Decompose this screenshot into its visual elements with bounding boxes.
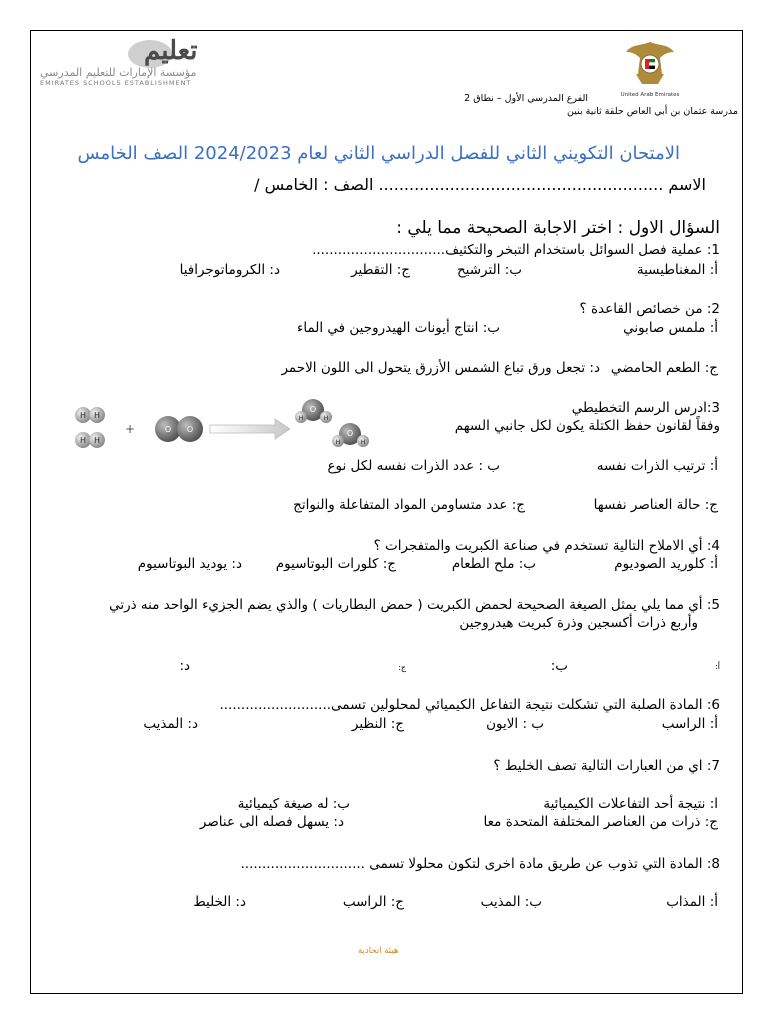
oxygen-molecule-icon: [155, 416, 203, 442]
water-molecule-icon: [295, 399, 332, 423]
atom-h-label: H: [323, 415, 329, 422]
brand-arabic-name: مؤسسة الإمارات للتعليم المدرسي: [40, 66, 197, 79]
q5-text: 5: أي مما يلي يمثل الصيغة الصحيحة لحمض الكبريت ( حمض البطاريات ) والذي يضم الجزيء الواحد منه ذرتي: [109, 597, 720, 613]
reaction-diagram: [70, 395, 370, 455]
q5-option-d[interactable]: د:: [179, 658, 190, 674]
q4-option-d[interactable]: د: يوديد البوتاسيوم: [137, 556, 242, 572]
q4-text: 4: أي الاملاح التالية تستخدم في صناعة الكبريت والمتفجرات ؟: [373, 538, 720, 554]
q8-option-d[interactable]: د: الخليط: [193, 894, 246, 910]
q3-text-2: وفقاً لقانون حفظ الكتلة يكون لكل جانبي السهم: [454, 418, 720, 434]
atom-h-label: H: [93, 411, 101, 420]
q1-option-a[interactable]: أ: المغناطيسية: [636, 262, 718, 278]
q3-option-a[interactable]: أ: ترتيب الذرات نفسه: [596, 458, 718, 474]
brand-english-name: EMIRATES SCHOOLS ESTABLISHMENT: [40, 79, 192, 87]
q4-option-b[interactable]: ب: ملح الطعام: [451, 556, 536, 572]
q3-option-c[interactable]: ج: حالة العناصر نفسها: [593, 497, 718, 513]
atom-o-label: O: [309, 405, 317, 414]
uae-emblem-caption: United Arab Emirates: [620, 92, 680, 98]
water-molecule-icon: [332, 423, 369, 447]
q6-text: 6: المادة الصلبة التي تشكلت نتيجة التفاعل الكيميائي لمحلولين تسمى..........................: [219, 697, 720, 713]
ese-logo: [36, 34, 256, 86]
q7-option-c[interactable]: ج: ذرات من العناصر المختلفة المتحدة معا: [483, 814, 718, 830]
q2-option-a[interactable]: أ: ملمس صابوني: [623, 320, 718, 336]
q7-option-d[interactable]: د: يسهل فصله الى عناصر: [199, 814, 344, 830]
q6-option-d[interactable]: د: المذيب: [143, 716, 198, 732]
school-branch: الفرع المدرسي الأول – نطاق 2: [464, 93, 588, 104]
school-name: مدرسة عثمان بن أبي العاص حلقة ثانية بنين: [567, 106, 738, 117]
atom-o-label: O: [346, 429, 354, 438]
atom-h-label: H: [93, 436, 101, 445]
q2-text: 2: من خصائص القاعدة ؟: [579, 301, 720, 317]
q6-option-b[interactable]: ب : الايون: [486, 716, 544, 732]
uae-emblem-icon: [618, 38, 682, 92]
q7-text: 7: اي من العبارات التالية تصف الخليط ؟: [493, 758, 720, 774]
q7-option-a[interactable]: ا: نتيجة أحد التفاعلات الكيميائية: [543, 796, 718, 812]
q1-option-c[interactable]: ج: التقطير: [351, 262, 410, 278]
atom-h-label: H: [360, 439, 366, 446]
q5-option-c[interactable]: ج:: [398, 663, 406, 672]
q4-option-c[interactable]: ج: كلورات البوتاسيوم: [275, 556, 396, 572]
q8-text: 8: المادة التي تذوب عن طريق مادة اخرى لتكون محلولا تسمى .............................: [240, 856, 720, 872]
atom-h-label: H: [79, 436, 87, 445]
atom-h-label: H: [79, 411, 87, 420]
q1-option-d[interactable]: د: الكروماتوجرافيا: [179, 262, 280, 278]
q8-option-c[interactable]: ج: الراسب: [342, 894, 404, 910]
q6-option-a[interactable]: أ: الراسب: [661, 716, 718, 732]
reaction-arrow-icon: [210, 419, 290, 439]
q5-option-a[interactable]: أ:: [715, 662, 720, 671]
hydrogen-molecule-icon: [75, 432, 105, 448]
q2-option-c[interactable]: ج: الطعم الحامضي: [610, 360, 718, 376]
plus-sign: +: [124, 422, 136, 436]
q7-option-b[interactable]: ب: له صيغة كيميائية: [237, 796, 350, 812]
q2-option-b[interactable]: ب: انتاج أيونات الهيدروجين في الماء: [296, 320, 500, 336]
q8-option-b[interactable]: ب: المذيب: [480, 894, 542, 910]
brand-word: تعليم: [144, 36, 198, 66]
q4-option-a[interactable]: أ: كلوريد الصوديوم: [614, 556, 718, 572]
q5-text-2: وأربع ذرات أكسجين وذرة كبريت هيدروجين: [459, 615, 698, 631]
atom-o-label: O: [164, 425, 172, 434]
hydrogen-molecule-icon: [75, 407, 105, 423]
q3-text: 3:ادرس الرسم التخطيطي: [571, 400, 720, 416]
q5-option-b[interactable]: ب:: [550, 658, 568, 674]
q3-option-d[interactable]: ج: عدد متساومن المواد المتفاعلة والنواتج: [293, 497, 525, 513]
q1-option-b[interactable]: ب: الترشيح: [456, 262, 522, 278]
atom-h-label: H: [335, 439, 341, 446]
section-title: السؤال الاول : اختر الاجابة الصحيحة مما يلي :: [396, 218, 720, 238]
q8-option-a[interactable]: أ: المذاب: [666, 894, 718, 910]
q1-text: 1: عملية فصل السوائل باستخدام التبخر والتكثيف...............................: [312, 242, 720, 258]
q2-option-d[interactable]: د: تجعل ورق تباع الشمس الأزرق يتحول الى اللون الاحمر: [281, 360, 600, 376]
q3-option-b[interactable]: ب : عدد الذرات نفسه لكل نوع: [327, 458, 500, 474]
atom-o-label: O: [186, 425, 194, 434]
exam-title: الامتحان التكويني الثاني للفصل الدراسي الثاني لعام 2024/2023 الصف الخامس: [77, 143, 680, 164]
student-name-class-line: الاسم ........................................................ الصف : الخامس /: [254, 175, 706, 194]
q6-option-c[interactable]: ج: النظير: [351, 716, 404, 732]
footer-text: هيئة اتحادية: [358, 946, 399, 956]
atom-h-label: H: [298, 415, 304, 422]
